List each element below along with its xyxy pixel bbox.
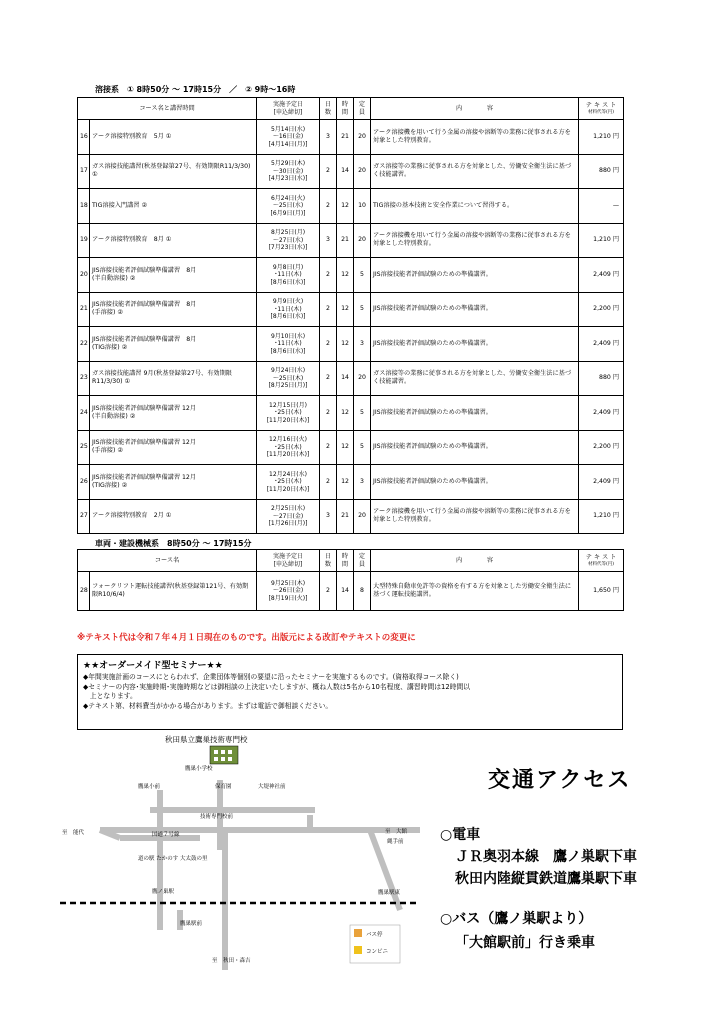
course-schedule: 5月29日(木) ～30日(金) [4月23日(水)] <box>257 154 320 189</box>
course-schedule: 9月24日(水) ～25日(木) [8月25日(月)] <box>257 361 320 396</box>
col-text <box>579 98 624 120</box>
course-number: 26 <box>78 465 90 500</box>
course-schedule: 5月14日(水) ～16日(金) [4月14日(月)] <box>257 120 320 155</box>
course-row <box>78 396 624 431</box>
course-number: 19 <box>78 223 90 258</box>
course-days: 3 <box>320 499 337 534</box>
ordermade-seminar-box <box>77 654 623 730</box>
map-label-odate: 至 大館 <box>385 829 408 835</box>
course-name: JIS溶接技能者評価試験準備講習 12月 (半自動溶接) ② <box>90 396 257 431</box>
course-days: 3 <box>320 223 337 258</box>
course-name: JIS溶接技能者評価試験準備講習 8月 (手溶接) ② <box>90 292 257 327</box>
course-days: 2 <box>320 396 337 431</box>
course-row <box>78 430 624 465</box>
course-schedule: 2月25日(水) ～27日(金) [1月26日(月)] <box>257 499 320 534</box>
course-hours: 12 <box>337 258 354 293</box>
map-label-shrine: 大堤神社前 <box>258 784 286 790</box>
course-content: JIS溶接技能者評価試験のための準備講習。 <box>371 396 579 431</box>
course-schedule: 12月24日(水) ･25日(木) [11月20日(木)] <box>257 465 320 500</box>
course-content: JIS溶接技能者評価試験のための準備講習。 <box>371 465 579 500</box>
course-days: 2 <box>320 189 337 224</box>
col-hours: 時間 <box>337 550 354 572</box>
legend-bus-label: バス停 <box>366 932 383 938</box>
course-row <box>78 154 624 189</box>
map-label-station-mae: 鷹巣駅前 <box>180 921 203 927</box>
course-days: 2 <box>320 154 337 189</box>
col-hours: 時間 <box>337 98 354 120</box>
course-days: 2 <box>320 361 337 396</box>
col-content: 内 容 <box>371 550 579 572</box>
course-schedule: 6月24日(火) ～25日(水) [6月9日(月)] <box>257 189 320 224</box>
text-price-note: ※テキスト代は令和７年４月１日現在のものです。出版元による改訂やテキストの変更に <box>77 633 416 643</box>
course-content: アーク溶接機を用いて行う金属の溶接や溶断等の業務に従事される方を対象とした特別教育。 <box>371 120 579 155</box>
course-content: アーク溶接機を用いて行う金属の溶接や溶断等の業務に従事される方を対象とした特別教育。 <box>371 223 579 258</box>
col-capacity: 定員 <box>354 98 371 120</box>
train-line-2: 秋田内陸縦貫鉄道鷹巣駅下車 <box>455 871 637 887</box>
course-price: 2,409 円 <box>579 327 624 362</box>
course-price: 880 円 <box>579 361 624 396</box>
course-row <box>78 465 624 500</box>
course-schedule: 9月25日(木) ～26日(金) [8月19日(火)] <box>257 572 320 611</box>
course-days: 2 <box>320 292 337 327</box>
course-price: 880 円 <box>579 154 624 189</box>
course-hours: 14 <box>337 572 354 611</box>
ordermade-line: ◆セミナーの内容･実施時期･実施時期などは御相談の上決定いたしますが、概ね人数は5名から10名程度、講習時間は12時間以 <box>83 682 471 691</box>
course-row <box>78 292 624 327</box>
course-schedule: 9月10日(水) ･11日(木) [8月6日(水)] <box>257 327 320 362</box>
course-capacity: 8 <box>354 572 371 611</box>
course-hours: 12 <box>337 430 354 465</box>
course-name: アーク溶接特別教育 8月 ① <box>90 223 257 258</box>
access-title: 交通アクセス <box>488 768 632 793</box>
course-hours: 14 <box>337 154 354 189</box>
map-label-school: 鷹巣小学校 <box>185 766 213 772</box>
course-row <box>78 223 624 258</box>
course-capacity: 5 <box>354 292 371 327</box>
course-row <box>78 120 624 155</box>
course-price: 2,200 円 <box>579 430 624 465</box>
course-name: JIS溶接技能者評価試験準備講習 8月 (半自動溶接) ② <box>90 258 257 293</box>
course-days: 3 <box>320 120 337 155</box>
course-number: 27 <box>78 499 90 534</box>
course-row <box>78 361 624 396</box>
course-row <box>78 189 624 224</box>
course-row <box>78 258 624 293</box>
course-schedule: 8月25日(月) ～27日(水) [7月23日(水)] <box>257 223 320 258</box>
course-content: アーク溶接機を用いて行う金属の溶接や溶断等の業務に従事される方を対象とした特別教育。 <box>371 499 579 534</box>
course-capacity: 5 <box>354 258 371 293</box>
course-capacity: 20 <box>354 361 371 396</box>
map-label-michinoeki: 道の駅 たかのす 大太鼓の里 <box>138 856 208 862</box>
course-capacity: 5 <box>354 396 371 431</box>
map-label-station: 鷹ノ巣駅 <box>152 889 175 895</box>
course-content: JIS溶接技能者評価試験のための準備講習。 <box>371 327 579 362</box>
col-text-label: テ キ ス ト <box>585 101 617 109</box>
course-name: フォークリフト運転技能講習(秋基登録第121号、有効期限R10/6/4) <box>90 572 257 611</box>
ordermade-line: ◆年間実施計画のコースにとらわれず、企業団体等個別の要望に沿ったセミナーを実施するものです。(資格取得コース除く) <box>83 673 459 681</box>
course-price: 2,409 円 <box>579 258 624 293</box>
course-name: JIS溶接技能者評価試験準備講習 12月 (手溶接) ② <box>90 430 257 465</box>
course-hours: 12 <box>337 396 354 431</box>
course-days: 2 <box>320 465 337 500</box>
map-label-bus: 鷹巣小前 <box>138 784 161 790</box>
course-price: 2,409 円 <box>579 396 624 431</box>
course-schedule: 12月15日(月) ･25日(木) [11月20日(木)] <box>257 396 320 431</box>
course-price: — <box>579 189 624 224</box>
course-capacity: 10 <box>354 189 371 224</box>
course-hours: 12 <box>337 189 354 224</box>
course-number: 21 <box>78 292 90 327</box>
course-capacity: 5 <box>354 430 371 465</box>
course-name: ガス溶接技能講習 9月(秋基登録第27号、有効期限R11/3/30) ① <box>90 361 257 396</box>
course-number: 20 <box>78 258 90 293</box>
course-number: 17 <box>78 154 90 189</box>
map-label-hoikuen: 保育園 <box>215 784 232 790</box>
course-number: 16 <box>78 120 90 155</box>
course-name: アーク溶接特別教育 5月 ① <box>90 120 257 155</box>
section1-heading: 溶接系 ① 8時50分 ～ 17時15分 ／ ② 9時～16時 <box>95 85 296 94</box>
col-schedule: 実施予定日 [申込締切] <box>257 98 320 120</box>
vehicle-course-table <box>77 549 624 611</box>
col-capacity: 定員 <box>354 550 371 572</box>
map-label-akita: 至 秋田・森吉 <box>212 958 251 964</box>
section2-heading: 車両・建設機械系 8時50分 ～ 17時15分 <box>95 539 252 548</box>
course-name: ガス溶接技能講習(秋基登録第27号、有効期限R11/3/30) ① <box>90 154 257 189</box>
course-days: 2 <box>320 258 337 293</box>
course-hours: 21 <box>337 499 354 534</box>
course-number: 25 <box>78 430 90 465</box>
col-content: 内 容 <box>371 98 579 120</box>
map-label-route7: 国道７号線 <box>152 832 180 838</box>
train-line-1: ＪＲ奥羽本線 鷹ノ巣駅下車 <box>455 849 637 865</box>
map-label-nawate: 縄手前 <box>387 839 404 845</box>
course-number: 28 <box>78 572 90 611</box>
course-content: JIS溶接技能者評価試験のための準備講習。 <box>371 258 579 293</box>
course-hours: 12 <box>337 292 354 327</box>
ordermade-title: ★★オーダーメイド型セミナー★★ <box>83 661 223 671</box>
train-heading: ○電車 <box>440 827 481 843</box>
course-days: 2 <box>320 430 337 465</box>
bus-stop-icon <box>354 929 362 937</box>
school-building-icon <box>210 746 238 764</box>
map-label-noshiro: 至 能代 <box>62 830 85 836</box>
legend-store-label: コンビニ <box>366 949 389 955</box>
course-name: JIS溶接技能者評価試験準備講習 12月 (TIG溶接) ② <box>90 465 257 500</box>
course-hours: 21 <box>337 223 354 258</box>
course-schedule: 9月9日(火) ･11日(木) [8月6日(水)] <box>257 292 320 327</box>
welding-course-table <box>77 97 624 534</box>
course-row <box>78 572 624 611</box>
course-name: TIG溶接入門講習 ② <box>90 189 257 224</box>
course-days: 2 <box>320 572 337 611</box>
bus-line-1: 「大館駅前」行き乗車 <box>455 935 595 951</box>
course-number: 18 <box>78 189 90 224</box>
course-hours: 21 <box>337 120 354 155</box>
store-icon <box>354 946 362 954</box>
course-price: 1,210 円 <box>579 499 624 534</box>
ordermade-line: 上となります。 <box>83 692 137 700</box>
course-price: 1,210 円 <box>579 120 624 155</box>
course-number: 24 <box>78 396 90 431</box>
col-course: コース名と講習時間 <box>78 98 257 120</box>
course-number: 22 <box>78 327 90 362</box>
course-name: アーク溶接特別教育 2月 ① <box>90 499 257 534</box>
course-content: TIG溶接の基本技術と安全作業について習得する。 <box>371 189 579 224</box>
ordermade-line: ◆テキスト第、材料費当がかかる場合があります。まずは電話で御相談ください。 <box>83 701 333 710</box>
course-schedule: 12月16日(火) ･25日(木) [11月20日(木)] <box>257 430 320 465</box>
map-label-east: 鷹巣駅東 <box>378 890 401 896</box>
course-capacity: 3 <box>354 465 371 500</box>
course-capacity: 20 <box>354 154 371 189</box>
course-capacity: 3 <box>354 327 371 362</box>
course-price: 2,409 円 <box>579 465 624 500</box>
course-content: 大型特殊自動車免許等の資格を有する方を対象とした労働安全衛生法に基づく運転技能講習。 <box>371 572 579 611</box>
course-name: JIS溶接技能者評価試験準備講習 8月 (TIG溶接) ② <box>90 327 257 362</box>
course-content: JIS溶接技能者評価試験のための準備講習。 <box>371 292 579 327</box>
col-text-label: テ キ ス ト <box>585 553 617 561</box>
course-days: 2 <box>320 327 337 362</box>
course-price: 1,210 円 <box>579 223 624 258</box>
course-hours: 14 <box>337 361 354 396</box>
map-label-gijutsu: 技術専門校前 <box>200 814 234 820</box>
course-content: ガス溶接等の業務に従事される方を対象とした、労働安全衛生法に基づく技能講習。 <box>371 361 579 396</box>
course-content: JIS溶接技能者評価試験のための準備講習。 <box>371 430 579 465</box>
course-capacity: 20 <box>354 499 371 534</box>
access-map <box>60 730 420 970</box>
bus-heading: ○バス（鷹ノ巣駅より） <box>440 911 593 927</box>
course-capacity: 20 <box>354 223 371 258</box>
course-price: 1,650 円 <box>579 572 624 611</box>
col-text-sub: 材料代等(円) <box>588 561 615 567</box>
col-text-sub: 材料代等(円) <box>588 109 615 115</box>
course-row <box>78 327 624 362</box>
course-hours: 12 <box>337 465 354 500</box>
course-price: 2,200 円 <box>579 292 624 327</box>
col-schedule: 実施予定日 [申込締切] <box>257 550 320 572</box>
col-course: コース名 <box>78 550 257 572</box>
course-hours: 12 <box>337 327 354 362</box>
map-school-name: 秋田県立鷹巣技術専門校 <box>165 735 248 744</box>
col-days: 日数 <box>320 550 337 572</box>
course-capacity: 20 <box>354 120 371 155</box>
course-content: ガス溶接等の業務に従事される方を対象とした、労働安全衛生法に基づく技能講習。 <box>371 154 579 189</box>
course-schedule: 9月8日(月) ･11日(木) [8月6日(水)] <box>257 258 320 293</box>
col-text <box>579 550 624 572</box>
course-row <box>78 499 624 534</box>
col-days: 日数 <box>320 98 337 120</box>
course-number: 23 <box>78 361 90 396</box>
